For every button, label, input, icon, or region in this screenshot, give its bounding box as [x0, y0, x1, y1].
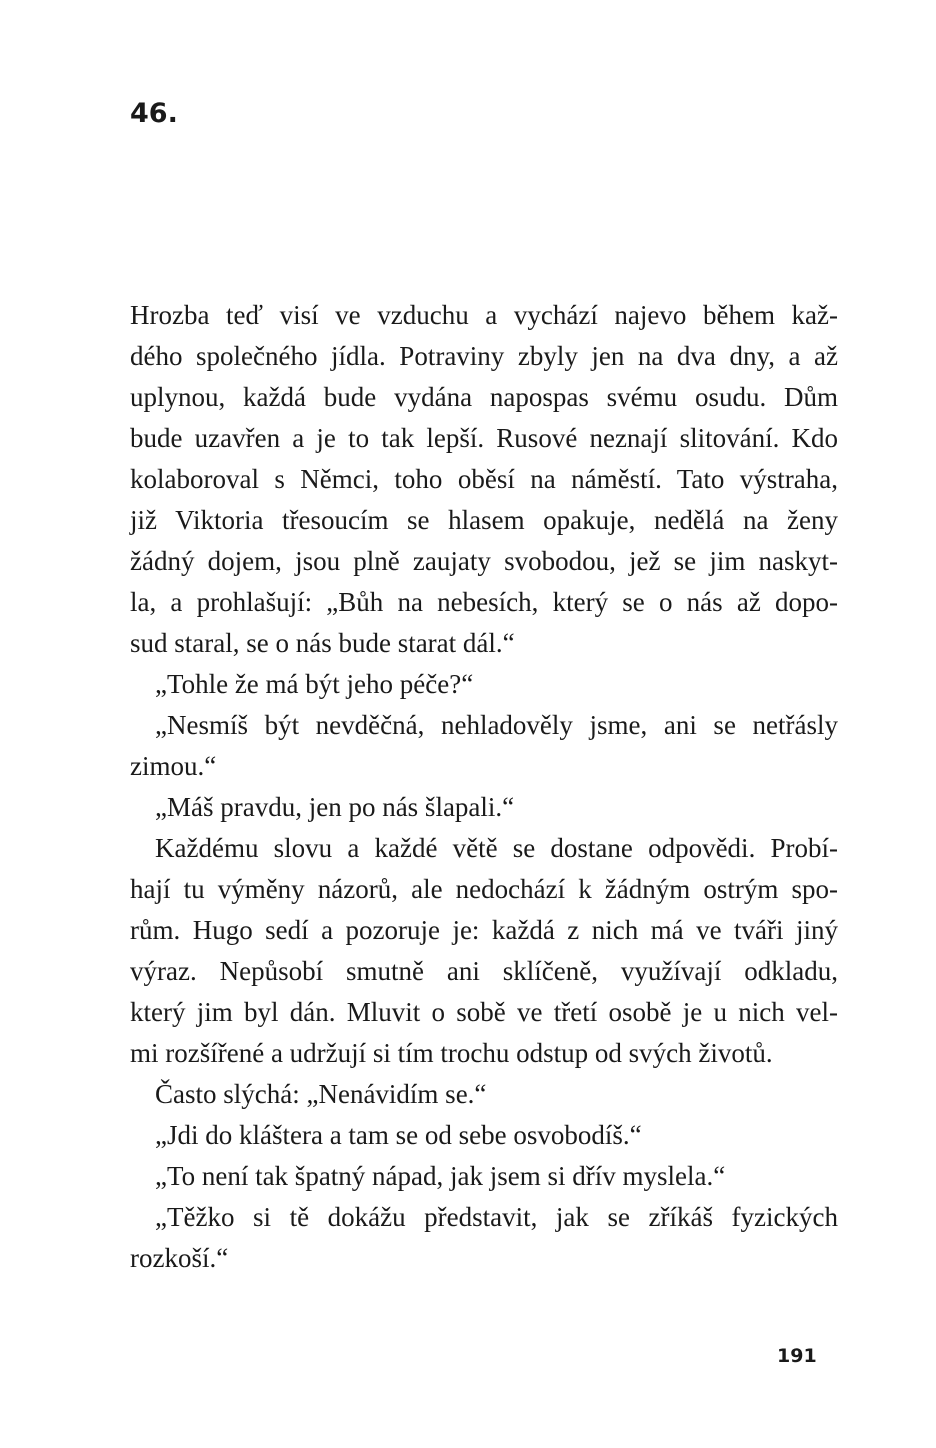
paragraph [130, 664, 838, 705]
paragraph [130, 1115, 838, 1156]
text-line: který jim byl dán. Mluvit o sobě ve třetí osobě je u nich vel- [130, 997, 838, 1027]
text-line: sud staral, se o nás bude starat dál.“ [130, 628, 515, 658]
text-line: zimou.“ [130, 751, 217, 781]
text-line: bude uzavřen a je to tak lepší. Rusové neznají slitování. Kdo [130, 423, 838, 453]
text-line: Každému slovu a každé větě se dostane odpovědi. Probí- [155, 833, 838, 863]
text-line: „Jdi do kláštera a tam se od sebe osvobodíš.“ [155, 1120, 642, 1150]
paragraph [130, 1197, 838, 1279]
paragraph [130, 295, 838, 664]
text-line: „Těžko si tě dokážu představit, jak se zříkáš fyzických [155, 1202, 838, 1232]
paragraph [130, 787, 838, 828]
text-line: hají tu výměny názorů, ale nedochází k žádným ostrým spo- [130, 874, 838, 904]
text-line: žádný dojem, jsou plně zaujaty svobodou, jež se jim naskyt- [130, 546, 838, 576]
text-line: již Viktoria třesoucím se hlasem opakuje, nedělá na ženy [130, 505, 838, 535]
body-text [130, 295, 838, 1279]
text-line: mi rozšířené a udržují si tím trochu odstup od svých životů. [130, 1038, 773, 1068]
text-line: dého společného jídla. Potraviny zbyly jen na dva dny, a až [130, 341, 838, 371]
paragraph [130, 705, 838, 787]
text-line: rům. Hugo sedí a pozoruje je: každá z nich má ve tváři jiný [130, 915, 838, 945]
text-line: „Máš pravdu, jen po nás šlapali.“ [155, 792, 515, 822]
text-line: kolaboroval s Němci, toho oběsí na náměstí. Tato výstraha, [130, 464, 838, 494]
text-line: výraz. Nepůsobí smutně ani sklíčeně, využívají odkladu, [130, 956, 838, 986]
text-line: „Nesmíš být nevděčná, nehladověly jsme, ani se netřásly [155, 710, 838, 740]
text-line: „To není tak špatný nápad, jak jsem si dřív myslela.“ [155, 1161, 726, 1191]
text-line: „Tohle že má být jeho péče?“ [155, 669, 474, 699]
paragraph [130, 1156, 838, 1197]
text-line: rozkoší.“ [130, 1243, 229, 1273]
text-line: Hrozba teď visí ve vzduchu a vychází najevo během kaž- [130, 300, 838, 330]
text-line: Často slýchá: „Nenávidím se.“ [155, 1079, 487, 1109]
chapter-number: 46. [130, 98, 178, 129]
paragraph [130, 1074, 838, 1115]
text-line: uplynou, každá bude vydána napospas svému osudu. Dům [130, 382, 838, 412]
paragraph [130, 828, 838, 1074]
text-line: la, a prohlašují: „Bůh na nebesích, který se o nás až dopo- [130, 587, 838, 617]
page-number: 191 [777, 1345, 817, 1367]
